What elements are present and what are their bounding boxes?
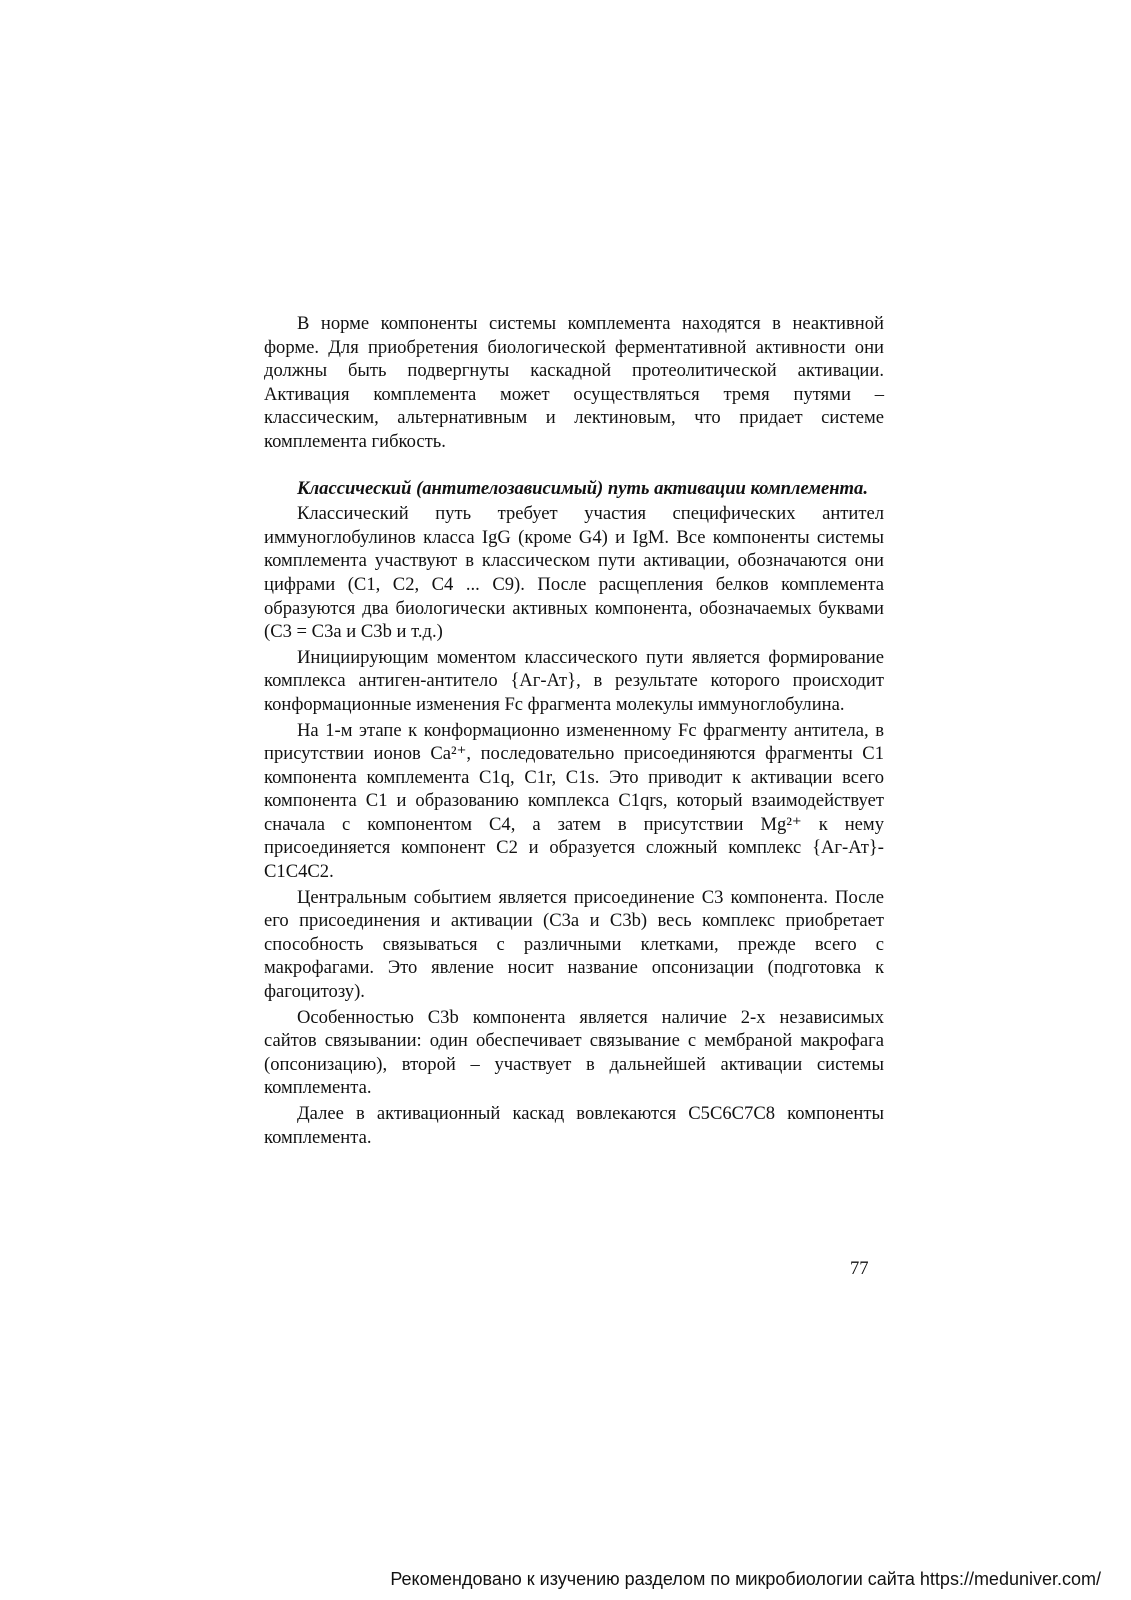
page-body bbox=[264, 312, 884, 1149]
intro-paragraph: В норме компоненты системы комплемента находятся в неактивной форме. Для приобретения биологической ферментативной активности они должны быть подвергнуты каскадной протеолитической активации. Активация комплемента может осуществляться тремя путями – классическим, альтернативным и лектиновым, что придает системе комплемента гибкость. bbox=[264, 313, 884, 452]
footer-recommendation: Рекомендовано к изучению разделом по микробиологии сайта https://meduniver.com/ bbox=[390, 1569, 1101, 1589]
body-paragraph: Далее в активационный каскад вовлекаются C5C6C7C8 компоненты комплемента. bbox=[264, 1103, 884, 1148]
section-heading: Классический (антителозависимый) путь активации комплемента. bbox=[297, 477, 868, 499]
body-paragraph: На 1-м этапе к конформационно измененному Fc фрагменту антитела, в присутствии ионов Ca²⁺, последовательно присоединяются фрагменты C1 компонента комплемента C1q, C1r, C1s. Это приводит к активации всего компонента C1 и образованию комплекса C1qrs, который взаимодействует сначала с компонентом C4, а затем в присутствии Mg²⁺ к нему присоединяется компонент C2 и образуется сложный комплекс {Аг-Ат}-C1C4C2. bbox=[264, 719, 884, 883]
body-paragraph: Инициирующим моментом классического пути является формирование комплекса антиген-антитело {Аг-Ат}, в результате которого происходит конформационные изменения Fc фрагмента молекулы иммуноглобулина. bbox=[264, 646, 884, 715]
page-number: 77 bbox=[850, 1258, 869, 1279]
body-paragraph: Центральным событием является присоединение C3 компонента. После его присоединения и активации (C3a и C3b) весь комплекс приобретает способность связываться с различными клетками, прежде всего с макрофагами. Это явление носит название опсонизации (подготовка к фагоцитозу). bbox=[264, 886, 884, 1003]
body-paragraph: Классический путь требует участия специфических антител иммуноглобулинов класса IgG (кроме G4) и IgM. Все компоненты системы комплемента участвуют в классическом пути активации, обозначаются они цифрами (C1, C2, C4 ... C9). После расщепления белков комплемента образуются два биологически активных компонента, обозначаемых буквами (C3 = C3a и C3b и т.д.) bbox=[264, 503, 884, 643]
body-paragraph: Особенностью C3b компонента является наличие 2-х независимых сайтов связывании: один обеспечивает связывание с мембраной макрофага (опсонизацию), второй – участвует в дальнейшей активации системы комплемента. bbox=[264, 1006, 884, 1099]
